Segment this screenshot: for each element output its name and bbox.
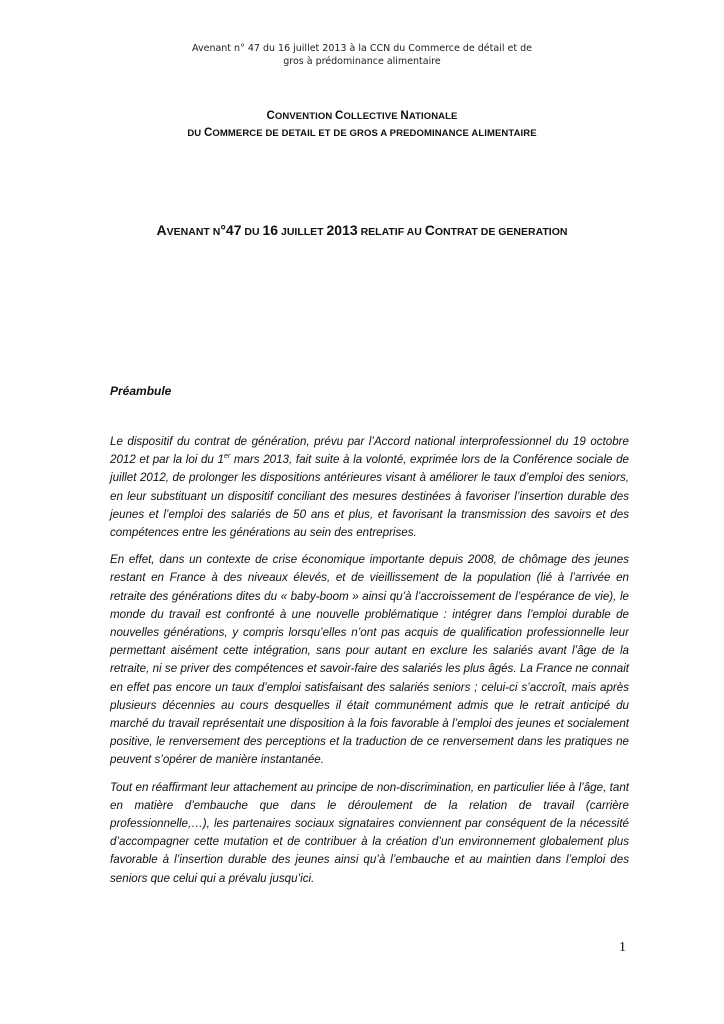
running-header xyxy=(150,42,574,68)
page-number: 1 xyxy=(619,940,626,955)
body-text xyxy=(110,433,629,897)
preambule-heading: Préambule xyxy=(110,384,172,398)
convention-title xyxy=(100,108,624,142)
convention-title-line-2: DU COMMERCE DE DETAIL ET DE GROS A PREDOMINANCE ALIMENTAIRE xyxy=(187,127,537,139)
paragraph-1: Le dispositif du contrat de génération, prévu par l’Accord national interprofessionnel du 19 octobre 2012 et par la loi du 1er mars 2013, fait suite à la volonté, exprimée lors de la Conférence sociale de juillet 2012, de prolonger les dispositions antérieures visant à améliorer le taux d’emploi des seniors, en leur substituant un dispositif conciliant des mesures destinées à favoriser l’insertion durable des jeunes et l’emploi des salariés de 50 ans et plus, et favorisant la transmission des savoirs et des compétences entre les générations au sein des entreprises. xyxy=(110,435,629,540)
paragraph-2: En effet, dans un contexte de crise économique importante depuis 2008, de chômage des jeunes restant en France à des niveaux élevés, et de vieillissement de la population (lié à l’arrivée en retraite des générations dites du « baby-boom » ainsi qu’à l’accroissement de l’espérance de vie), le monde du travail est confronté à une nouvelle problématique : intégrer dans l’emploi durable de nouvelles générations, y compris lorsqu’elles n’ont pas acquis de qualification professionnelle leur permettant aisément cette intégration, sans pour autant en exclure les salariés avant l’âge de la retraite, ni se priver des compétences et savoir-faire des salariés les plus âgés. La France ne connait en effet pas encore un taux d’emploi satisfaisant des salariés seniors ; celui-ci s’accroît, mais après plusieurs décennies au cours desquelles il était communément admis que le retrait anticipé du marché du travail représentait une disposition à la fois favorable à l’emploi des jeunes et socialement positive, le renversement des perceptions et la traduction de ce renversement dans les pratiques ne peuvent s’opérer de manière instantanée. xyxy=(110,553,629,767)
paragraph-3: Tout en réaffirmant leur attachement au principe de non-discrimination, en particulier liée à l’âge, tant en matière d’embauche que dans le déroulement de la relation de travail (carrière professionnelle,…), les partenaires sociaux signataires conviennent par conséquent de la nécessité d’accompagner cette mutation et de contribuer à la création d’un environnement globalement plus favorable à l’insertion durable des jeunes ainsi qu’à l’embauche et au maintien dans l’emploi des seniors que celui qui a prévalu jusqu’ici. xyxy=(110,780,629,885)
running-header-line-1: Avenant n° 47 du 16 juillet 2013 à la CCN du Commerce de détail et de xyxy=(192,43,532,54)
running-header-line-2: gros à prédominance alimentaire xyxy=(283,56,441,67)
document-title: AVENANT N°47 DU 16 JUILLET 2013 RELATIF AU CONTRAT DE GENERATION xyxy=(156,222,568,238)
convention-title-line-1: CONVENTION COLLECTIVE NATIONALE xyxy=(266,110,458,122)
